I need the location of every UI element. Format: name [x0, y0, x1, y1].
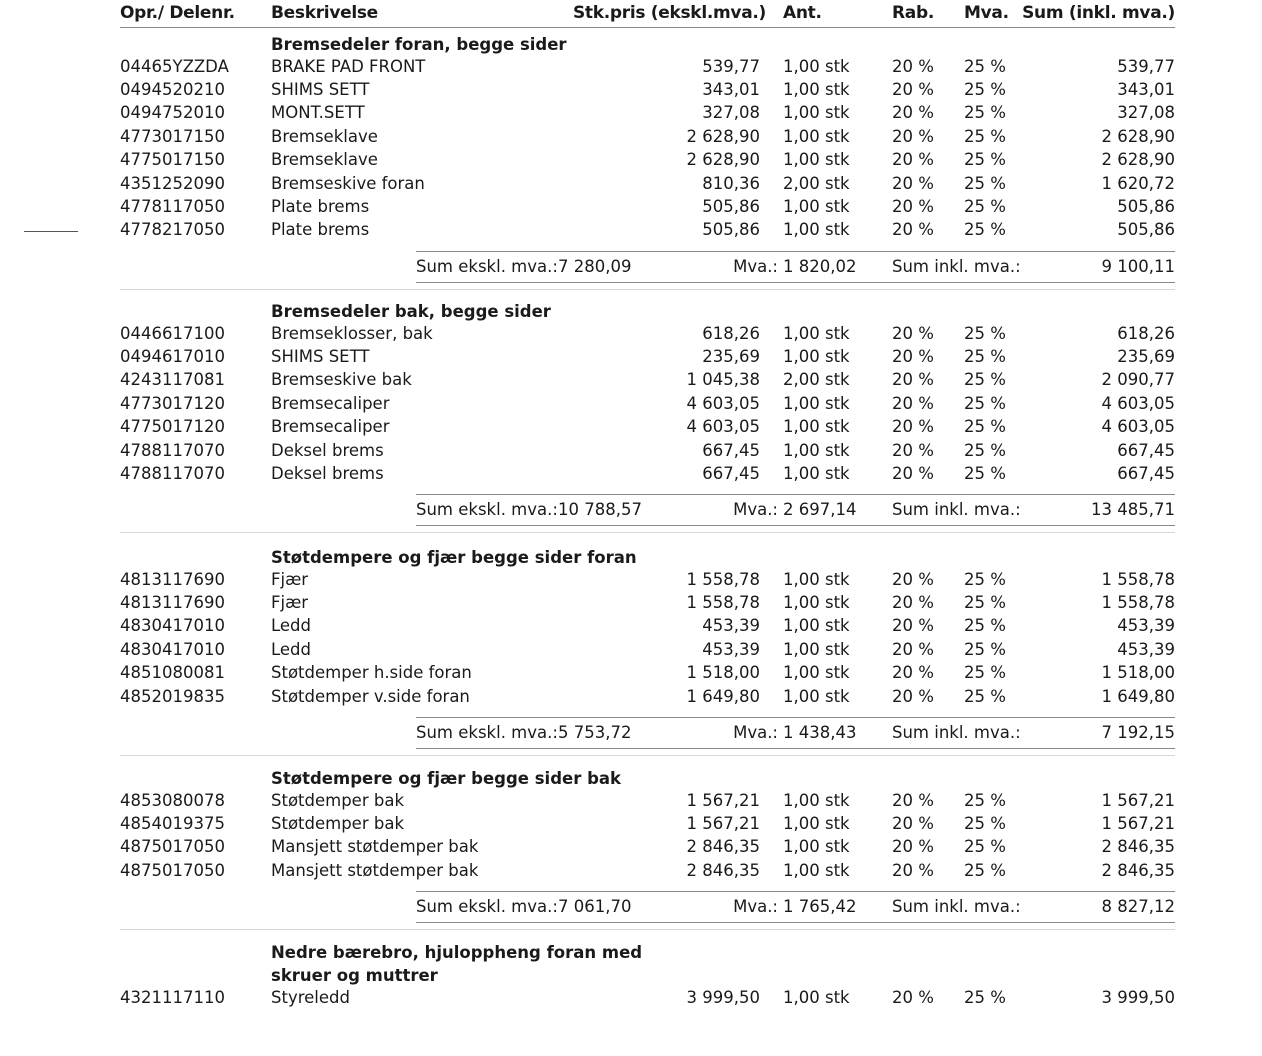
- discount: 20 %: [892, 323, 934, 343]
- part-number: 0494520210: [120, 79, 225, 99]
- item-description: SHIMS SETT: [271, 79, 370, 99]
- vat-rate: 25 %: [964, 463, 1006, 483]
- unit-price: 235,69: [702, 346, 760, 366]
- quantity: 1,00 stk: [783, 813, 850, 833]
- quantity: 1,00 stk: [783, 126, 850, 146]
- part-number: 4788117070: [120, 440, 225, 460]
- summary-vat-value: 1 438,43: [783, 722, 857, 742]
- vat-rate: 25 %: [964, 813, 1006, 833]
- vat-rate: 25 %: [964, 79, 1006, 99]
- summary-excl-value: 10 788,57: [558, 500, 642, 520]
- summary-divider-bottom: [416, 525, 1175, 526]
- summary-incl-label: Sum inkl. mva.:: [892, 897, 1021, 917]
- quantity: 1,00 stk: [783, 417, 850, 437]
- part-number: 0494752010: [120, 103, 225, 123]
- quantity: 1,00 stk: [783, 440, 850, 460]
- item-description: Støtdemper bak: [271, 813, 404, 833]
- line-total: 667,45: [1117, 463, 1175, 483]
- unit-price: 327,08: [702, 103, 760, 123]
- item-description: Deksel brems: [271, 440, 384, 460]
- vat-rate: 25 %: [964, 616, 1006, 636]
- item-description: Plate brems: [271, 196, 370, 216]
- vat-rate: 25 %: [964, 173, 1006, 193]
- vat-rate: 25 %: [964, 790, 1006, 810]
- part-number: 4321117110: [120, 987, 225, 1007]
- discount: 20 %: [892, 860, 934, 880]
- line-total: 618,26: [1117, 323, 1175, 343]
- quantity: 1,00 stk: [783, 393, 850, 413]
- line-total: 539,77: [1117, 56, 1175, 76]
- vat-rate: 25 %: [964, 569, 1006, 589]
- summary-divider-bottom: [416, 922, 1175, 923]
- header-divider: [120, 27, 1175, 28]
- discount: 20 %: [892, 346, 934, 366]
- vat-rate: 25 %: [964, 837, 1006, 857]
- vat-rate: 25 %: [964, 440, 1006, 460]
- header-part-no: Opr./ Delenr.: [120, 3, 235, 23]
- unit-price: 505,86: [702, 220, 760, 240]
- unit-price: 810,36: [702, 173, 760, 193]
- summary-incl-value: 7 192,15: [1101, 722, 1175, 742]
- item-description: Styreledd: [271, 987, 350, 1007]
- summary-excl-label: Sum ekskl. mva.:: [416, 897, 558, 917]
- line-total: 2 628,90: [1101, 126, 1175, 146]
- part-number: 4875017050: [120, 837, 225, 857]
- item-description: Bremseskive foran: [271, 173, 425, 193]
- item-description: SHIMS SETT: [271, 346, 370, 366]
- header-total: Sum (inkl. mva.): [1022, 3, 1175, 23]
- section-separator: [120, 929, 1175, 930]
- discount: 20 %: [892, 196, 934, 216]
- vat-rate: 25 %: [964, 346, 1006, 366]
- unit-price: 1 567,21: [686, 790, 760, 810]
- discount: 20 %: [892, 150, 934, 170]
- summary-incl-value: 13 485,71: [1091, 500, 1175, 520]
- line-total: 327,08: [1117, 103, 1175, 123]
- line-total: 505,86: [1117, 220, 1175, 240]
- unit-price: 2 846,35: [686, 837, 760, 857]
- line-total: 1 649,80: [1101, 686, 1175, 706]
- discount: 20 %: [892, 639, 934, 659]
- discount: 20 %: [892, 103, 934, 123]
- part-number: 4243117081: [120, 370, 225, 390]
- item-description: BRAKE PAD FRONT: [271, 56, 426, 76]
- vat-rate: 25 %: [964, 639, 1006, 659]
- section-title: Støtdempere og fjær begge sider bak: [271, 769, 621, 788]
- summary-excl-value: 7 280,09: [558, 256, 632, 276]
- item-description: Fjær: [271, 569, 309, 589]
- discount: 20 %: [892, 987, 934, 1007]
- item-description: Mansjett støtdemper bak: [271, 860, 479, 880]
- unit-price: 4 603,05: [686, 393, 760, 413]
- unit-price: 1 649,80: [686, 686, 760, 706]
- unit-price: 1 558,78: [686, 569, 760, 589]
- summary-divider-bottom: [416, 282, 1175, 283]
- discount: 20 %: [892, 173, 934, 193]
- vat-rate: 25 %: [964, 126, 1006, 146]
- quantity: 1,00 stk: [783, 79, 850, 99]
- section-title: Nedre bærebro, hjuloppheng foran med skruer og muttrer: [271, 943, 643, 985]
- line-total: 2 846,35: [1101, 837, 1175, 857]
- part-number: 4851080081: [120, 663, 225, 683]
- vat-rate: 25 %: [964, 150, 1006, 170]
- quantity: 1,00 stk: [783, 220, 850, 240]
- section-title: Bremsedeler bak, begge sider: [271, 302, 551, 321]
- part-number: 4775017120: [120, 417, 225, 437]
- unit-price: 2 846,35: [686, 860, 760, 880]
- vat-rate: 25 %: [964, 592, 1006, 612]
- line-total: 343,01: [1117, 79, 1175, 99]
- section-title: Støtdempere og fjær begge sider foran: [271, 548, 637, 567]
- quantity: 1,00 stk: [783, 639, 850, 659]
- summary-incl-label: Sum inkl. mva.:: [892, 256, 1021, 276]
- unit-price: 539,77: [702, 56, 760, 76]
- summary-vat-label: Mva.:: [733, 500, 778, 520]
- unit-price: 343,01: [702, 79, 760, 99]
- part-number: 4830417010: [120, 616, 225, 636]
- part-number: 4788117070: [120, 463, 225, 483]
- discount: 20 %: [892, 220, 934, 240]
- summary-excl-label: Sum ekskl. mva.:: [416, 500, 558, 520]
- discount: 20 %: [892, 126, 934, 146]
- unit-price: 505,86: [702, 196, 760, 216]
- part-number: 4830417010: [120, 639, 225, 659]
- unit-price: 618,26: [702, 323, 760, 343]
- line-total: 1 567,21: [1101, 813, 1175, 833]
- quantity: 1,00 stk: [783, 346, 850, 366]
- vat-rate: 25 %: [964, 417, 1006, 437]
- quantity: 2,00 stk: [783, 173, 850, 193]
- summary-excl-label: Sum ekskl. mva.:: [416, 722, 558, 742]
- quantity: 1,00 stk: [783, 56, 850, 76]
- summary-incl-label: Sum inkl. mva.:: [892, 722, 1021, 742]
- line-total: 1 567,21: [1101, 790, 1175, 810]
- summary-vat-value: 1 765,42: [783, 897, 857, 917]
- part-number: 0494617010: [120, 346, 225, 366]
- unit-price: 1 567,21: [686, 813, 760, 833]
- discount: 20 %: [892, 463, 934, 483]
- section-separator: [120, 755, 1175, 756]
- discount: 20 %: [892, 663, 934, 683]
- quantity: 1,00 stk: [783, 663, 850, 683]
- line-total: 667,45: [1117, 440, 1175, 460]
- part-number: 4852019835: [120, 686, 225, 706]
- line-total: 3 999,50: [1101, 987, 1175, 1007]
- discount: 20 %: [892, 56, 934, 76]
- item-description: Deksel brems: [271, 463, 384, 483]
- quantity: 2,00 stk: [783, 370, 850, 390]
- line-total: 453,39: [1117, 616, 1175, 636]
- line-total: 1 558,78: [1101, 569, 1175, 589]
- part-number: 4773017120: [120, 393, 225, 413]
- vat-rate: 25 %: [964, 220, 1006, 240]
- section-title: Bremsedeler foran, begge sider: [271, 35, 567, 54]
- unit-price: 667,45: [702, 463, 760, 483]
- part-number: 4351252090: [120, 173, 225, 193]
- quantity: 1,00 stk: [783, 616, 850, 636]
- quantity: 1,00 stk: [783, 860, 850, 880]
- item-description: MONT.SETT: [271, 103, 365, 123]
- discount: 20 %: [892, 440, 934, 460]
- part-number: 4773017150: [120, 126, 225, 146]
- line-total: 1 518,00: [1101, 663, 1175, 683]
- quantity: 1,00 stk: [783, 592, 850, 612]
- summary-vat-label: Mva.:: [733, 256, 778, 276]
- summary-incl-value: 9 100,11: [1101, 256, 1175, 276]
- quantity: 1,00 stk: [783, 837, 850, 857]
- margin-mark: [24, 231, 78, 232]
- summary-incl-value: 8 827,12: [1101, 897, 1175, 917]
- item-description: Støtdemper h.side foran: [271, 663, 472, 683]
- quantity: 1,00 stk: [783, 987, 850, 1007]
- line-total: 4 603,05: [1101, 393, 1175, 413]
- unit-price: 2 628,90: [686, 126, 760, 146]
- part-number: 4813117690: [120, 592, 225, 612]
- item-description: Bremsecaliper: [271, 393, 390, 413]
- line-total: 1 558,78: [1101, 592, 1175, 612]
- line-total: 2 090,77: [1101, 370, 1175, 390]
- discount: 20 %: [892, 686, 934, 706]
- discount: 20 %: [892, 417, 934, 437]
- section-separator: [120, 532, 1175, 533]
- discount: 20 %: [892, 837, 934, 857]
- vat-rate: 25 %: [964, 663, 1006, 683]
- item-description: Bremsecaliper: [271, 417, 390, 437]
- header-unit-price: Stk.pris (ekskl.mva.): [572, 3, 766, 23]
- vat-rate: 25 %: [964, 860, 1006, 880]
- part-number: 4778117050: [120, 196, 225, 216]
- vat-rate: 25 %: [964, 686, 1006, 706]
- discount: 20 %: [892, 79, 934, 99]
- header-vat: Mva.: [964, 3, 1009, 23]
- summary-excl-label: Sum ekskl. mva.:: [416, 256, 558, 276]
- unit-price: 1 558,78: [686, 592, 760, 612]
- discount: 20 %: [892, 370, 934, 390]
- vat-rate: 25 %: [964, 393, 1006, 413]
- item-description: Bremseklave: [271, 150, 378, 170]
- header-qty: Ant.: [783, 3, 822, 23]
- summary-vat-label: Mva.:: [733, 897, 778, 917]
- summary-divider-bottom: [416, 748, 1175, 749]
- quantity: 1,00 stk: [783, 463, 850, 483]
- line-total: 2 628,90: [1101, 150, 1175, 170]
- discount: 20 %: [892, 569, 934, 589]
- vat-rate: 25 %: [964, 987, 1006, 1007]
- line-total: 4 603,05: [1101, 417, 1175, 437]
- line-total: 2 846,35: [1101, 860, 1175, 880]
- summary-divider-top: [416, 251, 1175, 252]
- part-number: 0446617100: [120, 323, 225, 343]
- quantity: 1,00 stk: [783, 196, 850, 216]
- unit-price: 2 628,90: [686, 150, 760, 170]
- unit-price: 667,45: [702, 440, 760, 460]
- item-description: Ledd: [271, 639, 312, 659]
- header-description: Beskrivelse: [271, 3, 378, 23]
- part-number: 4813117690: [120, 569, 225, 589]
- summary-vat-value: 1 820,02: [783, 256, 857, 276]
- quantity: 1,00 stk: [783, 686, 850, 706]
- summary-excl-value: 7 061,70: [558, 897, 632, 917]
- part-number: 4854019375: [120, 813, 225, 833]
- item-description: Mansjett støtdemper bak: [271, 837, 479, 857]
- vat-rate: 25 %: [964, 196, 1006, 216]
- part-number: 04465YZZDA: [120, 56, 229, 76]
- item-description: Bremseklave: [271, 126, 378, 146]
- item-description: Plate brems: [271, 220, 370, 240]
- part-number: 4875017050: [120, 860, 225, 880]
- discount: 20 %: [892, 813, 934, 833]
- part-number: 4853080078: [120, 790, 225, 810]
- summary-vat-value: 2 697,14: [783, 500, 857, 520]
- item-description: Bremseklosser, bak: [271, 323, 433, 343]
- line-total: 505,86: [1117, 196, 1175, 216]
- discount: 20 %: [892, 592, 934, 612]
- item-description: Støtdemper v.side foran: [271, 686, 470, 706]
- line-total: 1 620,72: [1101, 173, 1175, 193]
- unit-price: 3 999,50: [686, 987, 760, 1007]
- quantity: 1,00 stk: [783, 790, 850, 810]
- item-description: Ledd: [271, 616, 312, 636]
- summary-divider-top: [416, 717, 1175, 718]
- quantity: 1,00 stk: [783, 569, 850, 589]
- line-total: 235,69: [1117, 346, 1175, 366]
- vat-rate: 25 %: [964, 370, 1006, 390]
- item-description: Bremseskive bak: [271, 370, 412, 390]
- quantity: 1,00 stk: [783, 150, 850, 170]
- summary-divider-top: [416, 891, 1175, 892]
- discount: 20 %: [892, 790, 934, 810]
- item-description: Støtdemper bak: [271, 790, 404, 810]
- quantity: 1,00 stk: [783, 103, 850, 123]
- line-total: 453,39: [1117, 639, 1175, 659]
- vat-rate: 25 %: [964, 323, 1006, 343]
- vat-rate: 25 %: [964, 56, 1006, 76]
- summary-vat-label: Mva.:: [733, 722, 778, 742]
- section-separator: [120, 289, 1175, 290]
- discount: 20 %: [892, 393, 934, 413]
- summary-excl-value: 5 753,72: [558, 722, 632, 742]
- summary-divider-top: [416, 494, 1175, 495]
- part-number: 4775017150: [120, 150, 225, 170]
- vat-rate: 25 %: [964, 103, 1006, 123]
- header-discount: Rab.: [892, 3, 934, 23]
- unit-price: 4 603,05: [686, 417, 760, 437]
- unit-price: 1 518,00: [686, 663, 760, 683]
- unit-price: 453,39: [702, 639, 760, 659]
- unit-price: 1 045,38: [686, 370, 760, 390]
- unit-price: 453,39: [702, 616, 760, 636]
- summary-incl-label: Sum inkl. mva.:: [892, 500, 1021, 520]
- quantity: 1,00 stk: [783, 323, 850, 343]
- item-description: Fjær: [271, 592, 309, 612]
- discount: 20 %: [892, 616, 934, 636]
- part-number: 4778217050: [120, 220, 225, 240]
